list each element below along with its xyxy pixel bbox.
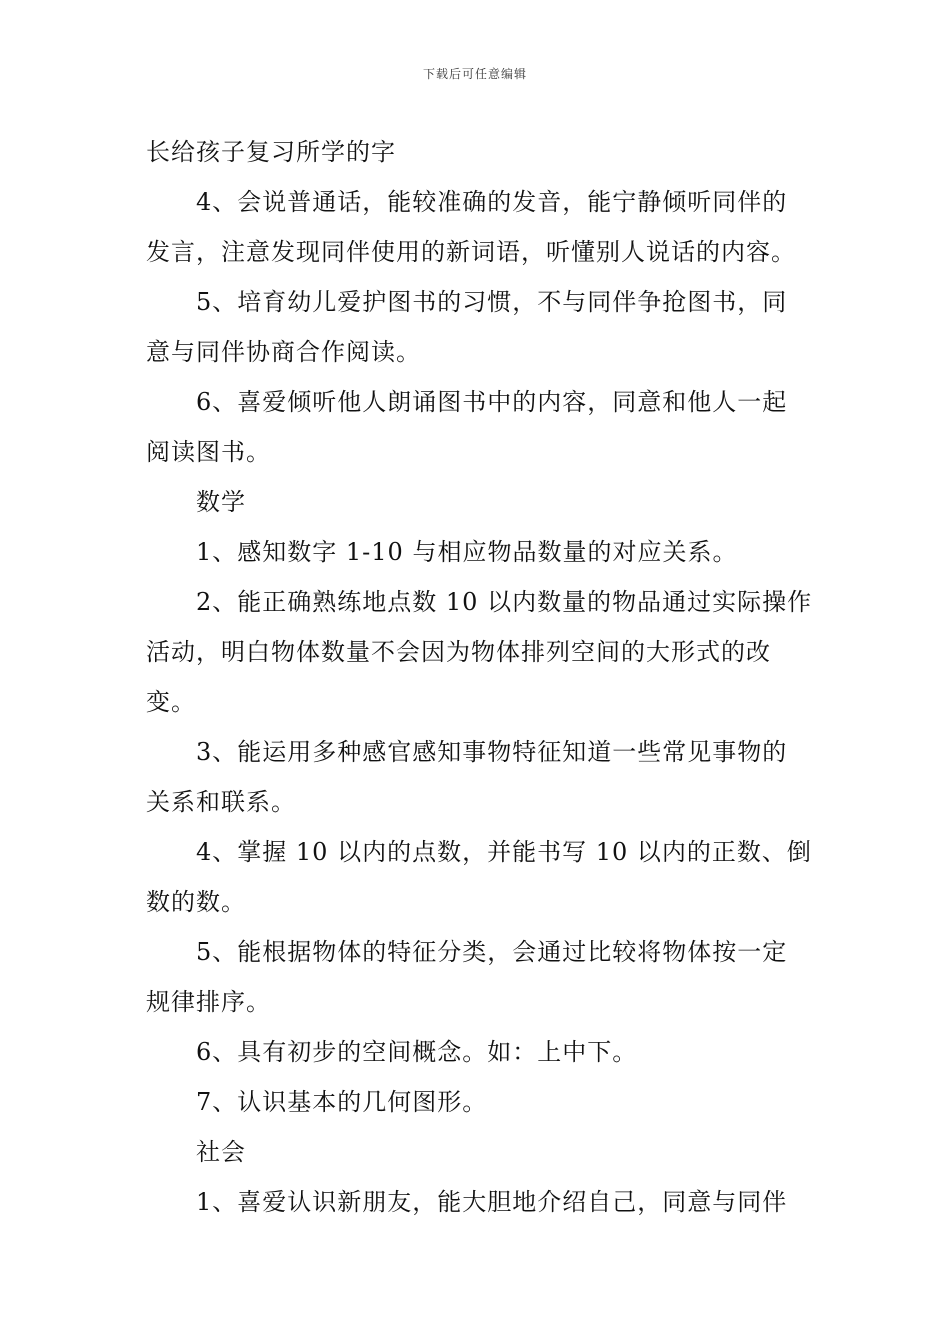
text-line: 2、能正确熟练地点数 10 以内数量的物品通过实际操作	[196, 588, 813, 616]
text-line: 关系和联系。	[146, 788, 296, 816]
text-line: 阅读图书。	[146, 438, 271, 466]
text-line: 活动，明白物体数量不会因为物体排列空间的大形式的改	[146, 638, 771, 666]
text-line: 7、认识基本的几何图形。	[196, 1088, 488, 1116]
text-line: 6、喜爱倾听他人朗诵图书中的内容，同意和他人一起	[196, 388, 788, 416]
text-line: 4、会说普通话，能较准确的发音，能宁静倾听同伴的	[196, 188, 788, 216]
text-line: 3、能运用多种感官感知事物特征知道一些常见事物的	[196, 738, 788, 766]
page-header-note: 下载后可任意编辑	[422, 67, 527, 81]
text-line: 1、喜爱认识新朋友，能大胆地介绍自己，同意与同伴	[196, 1188, 788, 1216]
text-line: 发言，注意发现同伴使用的新词语，听懂别人说话的内容。	[146, 238, 796, 266]
document-body	[146, 127, 813, 1227]
text-line: 1、感知数字 1-10 与相应物品数量的对应关系。	[196, 538, 738, 566]
text-line: 长给孩子复习所学的字	[146, 138, 396, 166]
text-line: 数的数。	[146, 888, 246, 916]
text-line: 数学	[196, 488, 246, 516]
text-line: 4、掌握 10 以内的点数，并能书写 10 以内的正数、倒	[196, 838, 812, 866]
text-line: 5、培育幼儿爱护图书的习惯，不与同伴争抢图书，同	[196, 288, 788, 316]
text-line: 6、具有初步的空间概念。如：上中下。	[196, 1038, 638, 1066]
text-line: 意与同伴协商合作阅读。	[146, 338, 421, 366]
text-line: 社会	[196, 1138, 246, 1166]
text-line: 规律排序。	[146, 988, 271, 1016]
text-line: 变。	[146, 688, 196, 716]
text-line: 5、能根据物体的特征分类，会通过比较将物体按一定	[196, 938, 788, 966]
